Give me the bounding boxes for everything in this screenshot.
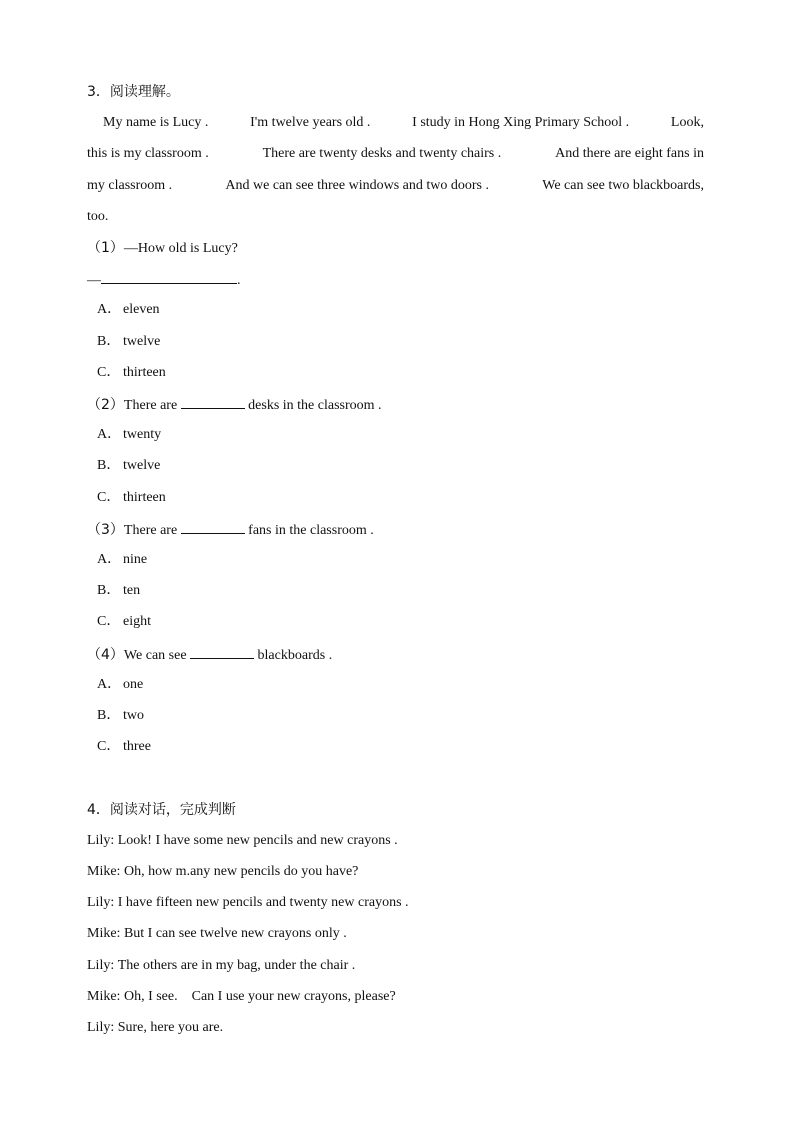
sub-question-text: —How old is Lucy?	[123, 241, 238, 256]
dialogue-text: Sure, here you are.	[117, 1020, 224, 1035]
option-c[interactable]	[97, 489, 166, 507]
option-letter: C．	[97, 365, 121, 380]
passage-line-4	[87, 208, 108, 226]
sub-question-2	[87, 395, 382, 415]
option-letter: C．	[97, 739, 121, 754]
dialogue-line	[87, 894, 409, 912]
answer-blank[interactable]	[101, 270, 237, 284]
option-a[interactable]	[97, 426, 161, 444]
option-b[interactable]	[97, 333, 160, 351]
option-text: three	[123, 739, 151, 754]
passage-sentence: I study in Hong Xing Primary School .	[412, 115, 630, 130]
option-text: eight	[123, 614, 151, 629]
option-letter: B．	[97, 583, 121, 598]
passage-sentence: too.	[87, 209, 109, 224]
option-text: twelve	[123, 458, 161, 473]
sub-question-number: （1）	[87, 240, 124, 256]
option-a[interactable]	[97, 301, 160, 319]
dialogue-line	[87, 863, 358, 881]
passage-sentence: There are twenty desks and twenty chairs .	[262, 146, 502, 161]
passage-sentence: And we can see three windows and two doors .	[225, 178, 489, 193]
dialogue-speaker: Mike:	[87, 864, 121, 879]
sub-question-number: （4）	[87, 647, 124, 663]
option-text: ten	[123, 583, 141, 598]
dialogue-speaker: Mike:	[87, 989, 121, 1004]
passage-sentence: And there are eight fans in	[555, 146, 704, 161]
option-letter: B．	[97, 708, 121, 723]
passage-sentence: We can see two blackboards,	[542, 178, 704, 193]
passage-sentence: My name is Lucy .	[103, 115, 209, 130]
option-letter: A．	[97, 677, 122, 692]
option-b[interactable]	[97, 582, 140, 600]
answer-suffix: .	[237, 273, 241, 288]
passage-line-1	[87, 114, 704, 132]
dialogue-line	[87, 957, 355, 975]
sub-question-text: There are	[123, 523, 178, 538]
dialogue-speaker: Mike:	[87, 926, 121, 941]
option-letter: B．	[97, 458, 121, 473]
option-c[interactable]	[97, 738, 151, 756]
option-text: nine	[123, 552, 148, 567]
option-letter: A．	[97, 552, 122, 567]
dialogue-line	[87, 988, 396, 1006]
dialogue-text: Oh, I see. Can I use your new crayons, please?	[123, 989, 396, 1004]
option-letter: C．	[97, 490, 121, 505]
dialogue-line	[87, 925, 347, 943]
passage-sentence: Look,	[670, 115, 704, 130]
passage-sentence: this is my classroom .	[87, 146, 209, 161]
option-text: one	[123, 677, 144, 692]
sub-question-text: desks in the classroom .	[248, 398, 382, 413]
option-b[interactable]	[97, 707, 144, 725]
dialogue-speaker: Lily:	[87, 958, 115, 973]
option-a[interactable]	[97, 676, 143, 694]
passage-sentence: my classroom .	[87, 178, 173, 193]
option-letter: A．	[97, 302, 122, 317]
option-letter: B．	[97, 334, 121, 349]
answer-blank[interactable]	[181, 520, 245, 534]
option-c[interactable]	[97, 613, 151, 631]
sub-question-number: （3）	[87, 522, 124, 538]
dialogue-text: I have fifteen new pencils and twenty new crayons .	[117, 895, 409, 910]
option-letter: A．	[97, 427, 122, 442]
dialogue-text: Look! I have some new pencils and new crayons .	[117, 833, 398, 848]
option-letter: C．	[97, 614, 121, 629]
answer-line-1[interactable]	[87, 270, 241, 290]
option-a[interactable]	[97, 551, 147, 569]
question-4-heading: 4．阅读对话，完成判断	[87, 802, 236, 818]
sub-question-4	[87, 645, 332, 665]
answer-prefix: —	[87, 273, 101, 288]
dialogue-line	[87, 1019, 223, 1037]
passage-line-3	[87, 177, 704, 195]
sub-question-text: fans in the classroom .	[248, 523, 374, 538]
answer-blank[interactable]	[181, 395, 245, 409]
sub-question-1	[87, 239, 238, 258]
option-text: two	[123, 708, 144, 723]
option-c[interactable]	[97, 364, 166, 382]
dialogue-line	[87, 832, 398, 850]
option-text: eleven	[123, 302, 160, 317]
dialogue-text: Oh, how m.any new pencils do you have?	[123, 864, 359, 879]
option-text: thirteen	[123, 490, 166, 505]
passage-sentence: I'm twelve years old .	[250, 115, 371, 130]
option-text: twelve	[123, 334, 161, 349]
sub-question-number: （2）	[87, 397, 124, 413]
option-text: twenty	[123, 427, 162, 442]
passage-line-2	[87, 145, 704, 163]
dialogue-text: The others are in my bag, under the chair .	[117, 958, 356, 973]
option-text: thirteen	[123, 365, 166, 380]
dialogue-text: But I can see twelve new crayons only .	[123, 926, 347, 941]
sub-question-3	[87, 520, 374, 540]
dialogue-speaker: Lily:	[87, 895, 115, 910]
dialogue-speaker: Lily:	[87, 833, 115, 848]
question-3-heading: 3．阅读理解。	[87, 84, 180, 100]
dialogue-speaker: Lily:	[87, 1020, 115, 1035]
sub-question-text: There are	[123, 398, 178, 413]
sub-question-text: blackboards .	[257, 648, 333, 663]
answer-blank[interactable]	[190, 645, 254, 659]
option-b[interactable]	[97, 457, 160, 475]
sub-question-text: We can see	[123, 648, 187, 663]
